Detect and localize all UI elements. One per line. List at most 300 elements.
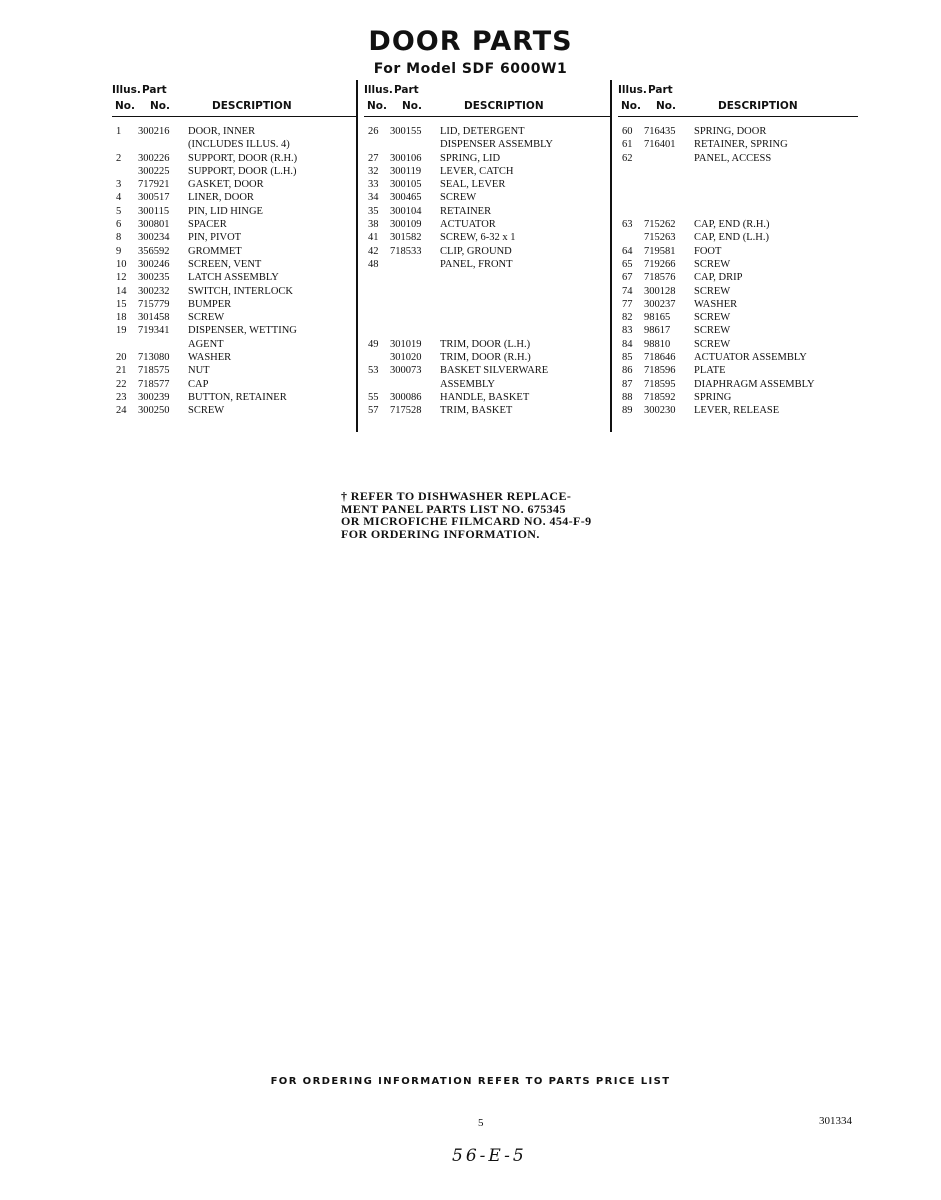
part-number: 718577 [138, 378, 170, 390]
table-row [364, 125, 610, 138]
illus-number [112, 165, 138, 178]
illus-number: 67 [622, 272, 633, 284]
illus-number: 53 [368, 365, 379, 377]
part-number: 717921 [138, 179, 170, 191]
part-description: TRIM, BASKET [440, 405, 513, 417]
part-number [138, 138, 188, 151]
part-number [390, 285, 440, 298]
table-row [364, 338, 610, 351]
illus-number [364, 271, 390, 284]
part-number: 718596 [644, 365, 676, 377]
ordering-footer: FOR ORDERING INFORMATION REFER TO PARTS PRICE LIST [270, 1076, 671, 1087]
table-row [618, 152, 858, 165]
part-number: 300225 [138, 165, 170, 177]
header-part-no: No. [402, 100, 422, 112]
model-subtitle: For Model SDF 6000W1 [373, 61, 568, 77]
table-row [112, 298, 356, 311]
table-row [618, 165, 858, 178]
document-number: 301334 [819, 1115, 852, 1127]
part-number: 719266 [644, 258, 676, 270]
illus-number: 87 [622, 378, 633, 390]
part-number: 715263 [644, 232, 676, 244]
part-number: 300155 [390, 126, 422, 137]
part-number: 300239 [138, 391, 170, 403]
table-row [112, 205, 356, 218]
part-description: (INCLUDES ILLUS. 4) [188, 139, 290, 151]
header-part-no: No. [150, 100, 170, 112]
table-row [112, 364, 356, 377]
header-illus-no: No. [621, 100, 641, 112]
illus-number [618, 231, 644, 244]
part-description: DOOR, INNER [188, 126, 256, 137]
table-row [112, 138, 356, 151]
part-description: PIN, LID HINGE [188, 205, 263, 217]
table-row [112, 351, 356, 364]
table-row [618, 138, 858, 151]
part-description: SPACER [188, 219, 227, 231]
part-number: 300465 [390, 192, 422, 204]
part-number [644, 178, 694, 191]
part-description: PLATE [694, 365, 726, 377]
table-row [364, 404, 610, 417]
part-number: 716401 [644, 139, 676, 151]
handwritten-annotation: 56-E-5 [452, 1146, 527, 1166]
illus-number: 41 [368, 232, 379, 244]
part-number: 300105 [390, 179, 422, 191]
part-number: 718533 [390, 245, 422, 257]
part-description: CAP, END (L.H.) [694, 232, 769, 244]
illus-number: 3 [116, 179, 122, 191]
header-part: Part [142, 84, 167, 96]
part-description: DIAPHRAGM ASSEMBLY [694, 378, 815, 390]
table-row [364, 205, 610, 218]
illus-number [112, 338, 138, 351]
part-description: CLIP, GROUND [440, 245, 512, 257]
part-description [440, 298, 610, 311]
column-divider [610, 80, 612, 432]
illus-number: 74 [622, 285, 633, 297]
part-description: BUMPER [188, 298, 232, 310]
illus-number [618, 165, 644, 178]
part-number [390, 258, 440, 271]
table-row [618, 298, 858, 311]
table-row [112, 245, 356, 258]
part-number: 717528 [390, 405, 422, 417]
part-description: TRIM, DOOR (L.H.) [440, 338, 531, 350]
part-number: 300237 [644, 298, 676, 310]
illus-number: 24 [116, 405, 127, 417]
illus-number: 89 [622, 405, 633, 417]
part-number: 300234 [138, 232, 170, 244]
illus-number [364, 298, 390, 311]
illus-number: 1 [116, 126, 122, 137]
part-number: 300104 [390, 205, 422, 217]
part-description: BUTTON, RETAINER [188, 391, 287, 403]
table-row [364, 378, 610, 391]
part-description: RETAINER, SPRING [694, 139, 788, 151]
table-row [364, 231, 610, 244]
part-description: SCREW [188, 312, 225, 324]
column-header [364, 82, 610, 117]
illus-number [618, 205, 644, 218]
part-number [390, 271, 440, 284]
part-description [694, 178, 858, 191]
note-line: FOR ORDERING INFORMATION. [341, 526, 540, 541]
table-row [364, 351, 610, 364]
part-number: 719341 [138, 325, 170, 337]
part-number [390, 138, 440, 151]
part-description: DISPENSER, WETTING [188, 325, 297, 337]
part-number: 300250 [138, 405, 170, 417]
illus-number: 88 [622, 391, 633, 403]
part-number: 356592 [138, 245, 170, 257]
part-number: 300246 [138, 258, 170, 270]
illus-number: 64 [622, 245, 633, 257]
table-row [112, 258, 356, 271]
table-row [112, 165, 356, 178]
illus-number [364, 138, 390, 151]
part-description: CAP, DRIP [694, 272, 743, 284]
part-description: LEVER, RELEASE [694, 405, 780, 417]
table-row [364, 364, 610, 377]
table-row [618, 231, 858, 244]
illus-number: 82 [622, 312, 633, 324]
part-description [694, 165, 858, 178]
part-description: WASHER [694, 298, 738, 310]
illus-number: 9 [116, 245, 122, 257]
table-row [112, 324, 356, 337]
part-description: SCREW [440, 192, 477, 204]
page-number: 5 [478, 1117, 484, 1129]
parts-rows [112, 125, 356, 418]
part-number [390, 324, 440, 337]
part-description: ACTUATOR [440, 219, 496, 231]
table-row [618, 191, 858, 204]
part-number [390, 298, 440, 311]
part-description: ASSEMBLY [440, 378, 495, 390]
table-row [364, 191, 610, 204]
illus-number: 10 [116, 258, 127, 270]
illus-number: 49 [368, 338, 379, 350]
illus-number: 23 [116, 391, 127, 403]
part-description: LEVER, CATCH [440, 165, 514, 177]
table-row [112, 378, 356, 391]
part-description [440, 271, 610, 284]
part-number: 716435 [644, 126, 676, 137]
table-row [364, 324, 610, 337]
parts-column-3 [618, 82, 858, 418]
illus-number: 77 [622, 298, 633, 310]
part-description: SUPPORT, DOOR (L.H.) [188, 165, 297, 177]
illus-number: 18 [116, 312, 127, 324]
table-row [618, 245, 858, 258]
part-description: LATCH ASSEMBLY [188, 272, 279, 284]
part-description: ACTUATOR ASSEMBLY [694, 352, 807, 364]
part-number: 300226 [138, 152, 170, 164]
table-row [112, 271, 356, 284]
table-row [112, 125, 356, 138]
part-number: 300216 [138, 126, 170, 137]
illus-number: 5 [116, 205, 122, 217]
part-number [644, 205, 694, 218]
part-description: PIN, PIVOT [188, 232, 242, 244]
part-number: 715262 [644, 219, 676, 231]
part-number: 300230 [644, 405, 676, 417]
header-illus: Illus. [618, 84, 647, 96]
table-row [364, 285, 610, 298]
illus-number: 4 [116, 192, 122, 204]
part-number: 301019 [390, 338, 422, 350]
header-illus: Illus. [364, 84, 393, 96]
part-number: 713080 [138, 352, 170, 364]
table-row [364, 178, 610, 191]
illus-number: 20 [116, 352, 127, 364]
table-row [618, 378, 858, 391]
illus-number: 8 [116, 232, 122, 244]
illus-number [618, 191, 644, 204]
table-row [364, 391, 610, 404]
illus-number: 22 [116, 378, 127, 390]
part-description [440, 311, 610, 324]
part-description: FOOT [694, 245, 722, 257]
illus-number: 48 [368, 258, 379, 270]
illus-number: 84 [622, 338, 633, 350]
part-description: SPRING, LID [440, 152, 501, 164]
part-description: BASKET SILVERWARE [440, 365, 549, 377]
part-description: SCREW [694, 338, 731, 350]
illus-number: 34 [368, 192, 379, 204]
table-row [112, 391, 356, 404]
part-number: 301582 [390, 232, 422, 244]
part-number: 718576 [644, 272, 676, 284]
table-row [618, 364, 858, 377]
header-part: Part [648, 84, 673, 96]
table-row [364, 271, 610, 284]
illus-number: 21 [116, 365, 127, 377]
table-row [364, 152, 610, 165]
part-description: SCREEN, VENT [188, 258, 262, 270]
table-row [618, 271, 858, 284]
part-description: SUPPORT, DOOR (R.H.) [188, 152, 298, 164]
part-number: 719581 [644, 245, 676, 257]
illus-number: 65 [622, 258, 633, 270]
part-number [138, 338, 188, 351]
illus-number: 60 [622, 126, 633, 137]
table-row [112, 178, 356, 191]
part-description: AGENT [188, 338, 224, 350]
part-description: PANEL, ACCESS [694, 152, 772, 164]
table-row [112, 338, 356, 351]
part-description: LINER, DOOR [188, 192, 254, 204]
table-row [112, 191, 356, 204]
illus-number: 15 [116, 298, 127, 310]
illus-number: 83 [622, 325, 633, 337]
part-number: 300235 [138, 272, 170, 284]
part-number: 300106 [390, 152, 422, 164]
table-row [364, 218, 610, 231]
illus-number [364, 351, 390, 364]
part-number: 98617 [644, 325, 671, 337]
part-description [694, 191, 858, 204]
illus-number: 85 [622, 352, 633, 364]
part-description: CAP [188, 378, 209, 390]
illus-number [112, 138, 138, 151]
table-row [364, 311, 610, 324]
part-number: 718575 [138, 365, 170, 377]
part-description: TRIM, DOOR (R.H.) [440, 352, 531, 364]
illus-number [364, 378, 390, 391]
illus-number: 26 [368, 126, 379, 137]
part-number: 300517 [138, 192, 170, 204]
part-description: GROMMET [188, 245, 242, 257]
column-header [112, 82, 356, 117]
illus-number: 27 [368, 152, 379, 164]
illus-number: 42 [368, 245, 379, 257]
replacement-panel-note [341, 490, 592, 540]
table-row [618, 404, 858, 417]
part-description [440, 324, 610, 337]
part-description: DISPENSER ASSEMBLY [440, 139, 554, 151]
part-description [440, 285, 610, 298]
page-title: DOOR PARTS [368, 26, 573, 57]
part-description: HANDLE, BASKET [440, 391, 530, 403]
part-number: 301458 [138, 312, 170, 324]
header-part-no: No. [656, 100, 676, 112]
part-number: 300119 [390, 165, 422, 177]
illus-number: 12 [116, 272, 127, 284]
note-line: OR MICROFICHE FILMCARD NO. 454-F-9 [341, 514, 592, 528]
part-number [390, 311, 440, 324]
part-number: 300115 [138, 205, 170, 217]
part-description: SCREW [694, 258, 731, 270]
column-header [618, 82, 858, 117]
illus-number: 63 [622, 219, 633, 231]
illus-number: 61 [622, 139, 633, 151]
part-number: 300073 [390, 365, 422, 377]
part-description: SCREW [188, 405, 225, 417]
part-number [390, 378, 440, 391]
part-number [644, 165, 694, 178]
header-description: DESCRIPTION [464, 100, 544, 112]
header-illus-no: No. [367, 100, 387, 112]
parts-rows [618, 125, 858, 418]
illus-number: 32 [368, 165, 379, 177]
header-illus: Illus. [112, 84, 141, 96]
illus-number: 55 [368, 391, 379, 403]
table-row [618, 258, 858, 271]
part-number: 300128 [644, 285, 676, 297]
table-row [364, 138, 610, 151]
part-number: 718592 [644, 391, 676, 403]
part-number: 718646 [644, 352, 676, 364]
column-divider [356, 80, 358, 432]
note-line: MENT PANEL PARTS LIST NO. 675345 [341, 501, 566, 516]
illus-number: 35 [368, 205, 379, 217]
illus-number: 19 [116, 325, 127, 337]
part-number: 98810 [644, 338, 671, 350]
part-description: SPRING [694, 391, 732, 403]
part-description: SWITCH, INTERLOCK [188, 285, 293, 297]
illus-number: 6 [116, 219, 122, 231]
part-description: SCREW [694, 312, 731, 324]
table-row [618, 218, 858, 231]
illus-number [364, 285, 390, 298]
table-row [618, 311, 858, 324]
part-description: CAP, END (R.H.) [694, 219, 770, 231]
header-part: Part [394, 84, 419, 96]
table-row [112, 152, 356, 165]
part-number: 300086 [390, 391, 422, 403]
table-row [618, 351, 858, 364]
illus-number: 86 [622, 365, 633, 377]
table-row [364, 245, 610, 258]
header-description: DESCRIPTION [718, 100, 798, 112]
table-row [618, 125, 858, 138]
part-number [644, 152, 694, 165]
table-row [618, 285, 858, 298]
part-description: NUT [188, 365, 210, 377]
part-description: SCREW [694, 285, 731, 297]
illus-number: 38 [368, 219, 379, 231]
header-illus-no: No. [115, 100, 135, 112]
illus-number: 14 [116, 285, 127, 297]
part-description: SPRING, DOOR [694, 126, 767, 137]
illus-number [364, 324, 390, 337]
table-row [364, 165, 610, 178]
illus-number: 57 [368, 405, 379, 417]
table-row [112, 231, 356, 244]
part-description: SCREW [694, 325, 731, 337]
part-number: 300232 [138, 285, 170, 297]
part-description: LID, DETERGENT [440, 126, 525, 137]
part-number: 98165 [644, 312, 671, 324]
illus-number: 2 [116, 152, 122, 164]
table-row [618, 338, 858, 351]
part-number: 715779 [138, 298, 170, 310]
illus-number: 62 [622, 152, 633, 164]
table-row [618, 205, 858, 218]
table-row [618, 391, 858, 404]
table-row [364, 298, 610, 311]
part-description: RETAINER [440, 205, 492, 217]
table-row [112, 311, 356, 324]
part-number: 301020 [390, 352, 422, 364]
illus-number [364, 311, 390, 324]
illus-number [618, 178, 644, 191]
table-row [618, 324, 858, 337]
table-row [112, 218, 356, 231]
part-number: 718595 [644, 378, 676, 390]
part-description: SCREW, 6-32 x 1 [440, 232, 516, 244]
table-row [618, 178, 858, 191]
table-row [112, 285, 356, 298]
parts-column-2 [364, 82, 610, 418]
table-row [112, 404, 356, 417]
illus-number: 33 [368, 179, 379, 191]
table-row [364, 258, 610, 271]
parts-rows [364, 125, 610, 418]
part-description: PANEL, FRONT [440, 258, 513, 270]
part-description [694, 205, 858, 218]
part-description: SEAL, LEVER [440, 179, 506, 191]
part-number: 300801 [138, 219, 170, 231]
part-number: 300109 [390, 219, 422, 231]
part-description: GASKET, DOOR [188, 179, 264, 191]
parts-column-1 [112, 82, 356, 418]
part-number [644, 191, 694, 204]
note-line: † REFER TO DISHWASHER REPLACE- [341, 489, 572, 503]
part-description: WASHER [188, 352, 232, 364]
